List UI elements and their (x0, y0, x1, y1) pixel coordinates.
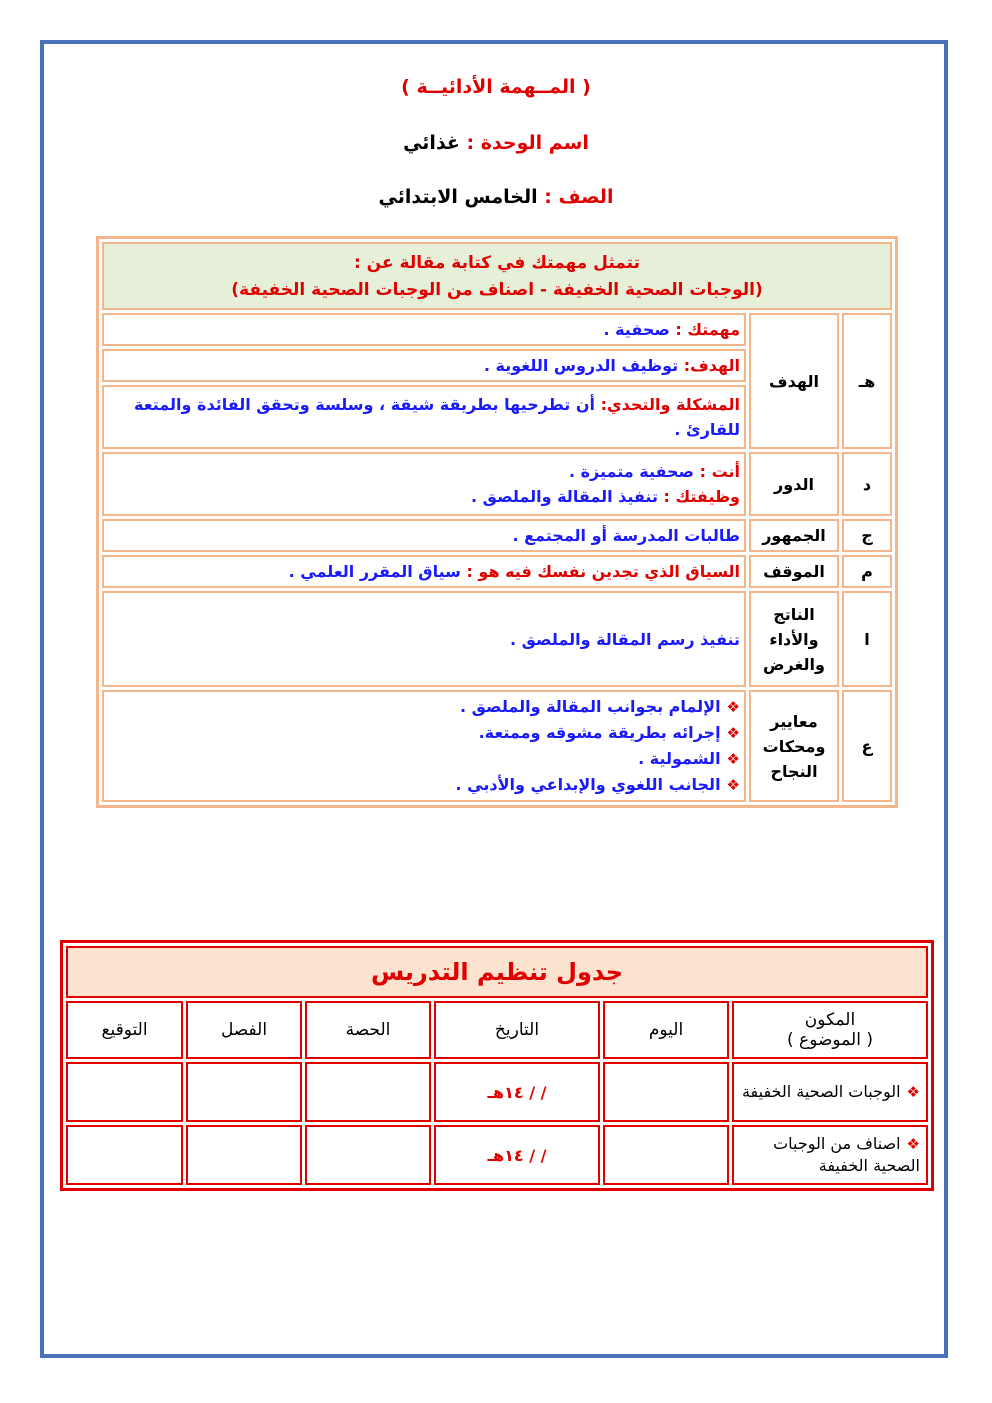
col-date: التاريخ (434, 1001, 600, 1059)
goal-aim (102, 349, 746, 382)
class-cell[interactable] (186, 1062, 302, 1122)
role-letter: د (842, 452, 892, 516)
goal-letter: هـ (842, 313, 892, 449)
grasps-table (96, 236, 898, 808)
goal-task (102, 313, 746, 346)
situation-category: الموقف (749, 555, 839, 588)
class-cell[interactable] (186, 1125, 302, 1185)
diamond-bullet-icon: ❖ (906, 1083, 920, 1101)
topic-cell: ❖الوجبات الصحية الخفيفة (732, 1062, 928, 1122)
situation-label: السياق الذي تجدين نفسك فيه هو : (466, 562, 740, 581)
standards-category: معايير ومحكات النجاح (749, 690, 839, 802)
diamond-bullet-icon: ❖ (726, 698, 740, 716)
grasps-intro-line2: (الوجبات الصحية الخفيفة - اصناف من الوجبات الصحية الخفيفة) (231, 280, 763, 300)
unit-label: اسم الوحدة : (466, 132, 589, 154)
day-cell[interactable] (603, 1062, 729, 1122)
role-category: الدور (749, 452, 839, 516)
table-row (66, 1125, 928, 1185)
role-job-value: تنفيذ المقالة والملصق . (471, 487, 658, 506)
situation-letter: م (842, 555, 892, 588)
col-component: المكون ( الموضوع ) (732, 1001, 928, 1059)
day-cell[interactable] (603, 1125, 729, 1185)
role-you-label: أنت : (699, 462, 740, 481)
period-cell[interactable] (305, 1125, 431, 1185)
criteria-item: ❖الإلمام بجوانب المقالة والملصق . (459, 697, 740, 716)
schedule-table (60, 940, 934, 1191)
criteria-item: ❖إجرائه بطريقة مشوقه وممتعة. (478, 723, 740, 742)
diamond-bullet-icon: ❖ (726, 724, 740, 742)
goal-aim-label: الهدف: (683, 356, 740, 375)
col-signature: التوقيع (66, 1001, 183, 1059)
role-job-label: وظيفتك : (663, 487, 740, 506)
grasps-intro-line1: تتمثل مهمتك في كتابة مقالة عن : (353, 253, 641, 273)
signature-cell[interactable] (66, 1125, 183, 1185)
goal-task-label: مهمتك : (675, 320, 740, 339)
date-cell[interactable]: / / ١٤هـ (434, 1125, 600, 1185)
date-cell[interactable]: / / ١٤هـ (434, 1062, 600, 1122)
diamond-bullet-icon: ❖ (906, 1135, 920, 1153)
criteria-item: ❖الجانب اللغوي والإبداعي والأدبي . (455, 775, 740, 794)
product-letter: ا (842, 591, 892, 687)
topic-cell: ❖اصناف من الوجبات الصحية الخفيفة (732, 1125, 928, 1185)
period-cell[interactable] (305, 1062, 431, 1122)
col-day: اليوم (603, 1001, 729, 1059)
diamond-bullet-icon: ❖ (726, 750, 740, 768)
criteria-item: ❖الشمولية . (638, 749, 740, 768)
grade-value: الخامس الابتدائي (378, 186, 538, 208)
criteria-list (108, 694, 740, 798)
product-value: تنفيذ رسم المقالة والملصق . (102, 591, 746, 687)
col-class: الفصل (186, 1001, 302, 1059)
col-period: الحصة (305, 1001, 431, 1059)
role-you-value: صحفية متميزة . (568, 462, 695, 481)
goal-challenge (102, 385, 746, 449)
grade-line (0, 186, 992, 208)
situation-value: سياق المقرر العلمي . (288, 562, 461, 581)
unit-value: غذائي (403, 132, 460, 154)
task-title: ( المــهمة الأدائيــة ) (401, 76, 591, 98)
goal-category: الهدف (749, 313, 839, 449)
grasps-intro (102, 242, 892, 310)
goal-challenge-label: المشكلة والتحدي: (600, 395, 740, 414)
diamond-bullet-icon: ❖ (726, 776, 740, 794)
table-row (66, 1062, 928, 1122)
standards-letter: ع (842, 690, 892, 802)
goal-challenge-value: أن تطرحيها بطريقة شيقة ، وسلسة وتحقق الفائدة والمتعة للقارئ . (134, 395, 740, 439)
schedule-title: جدول تنظيم التدريس (66, 946, 928, 998)
audience-letter: ج (842, 519, 892, 552)
standards-content (102, 690, 746, 802)
goal-task-value: صحفية . (603, 320, 670, 339)
signature-cell[interactable] (66, 1062, 183, 1122)
audience-value: طالبات المدرسة أو المجتمع . (102, 519, 746, 552)
role-content (102, 452, 746, 516)
product-category: الناتج والأداء والغرض (749, 591, 839, 687)
unit-line (0, 132, 992, 154)
grade-label: الصف : (544, 186, 614, 208)
audience-category: الجمهور (749, 519, 839, 552)
goal-aim-value: توظيف الدروس اللغوية . (483, 356, 679, 375)
situation-content (102, 555, 746, 588)
